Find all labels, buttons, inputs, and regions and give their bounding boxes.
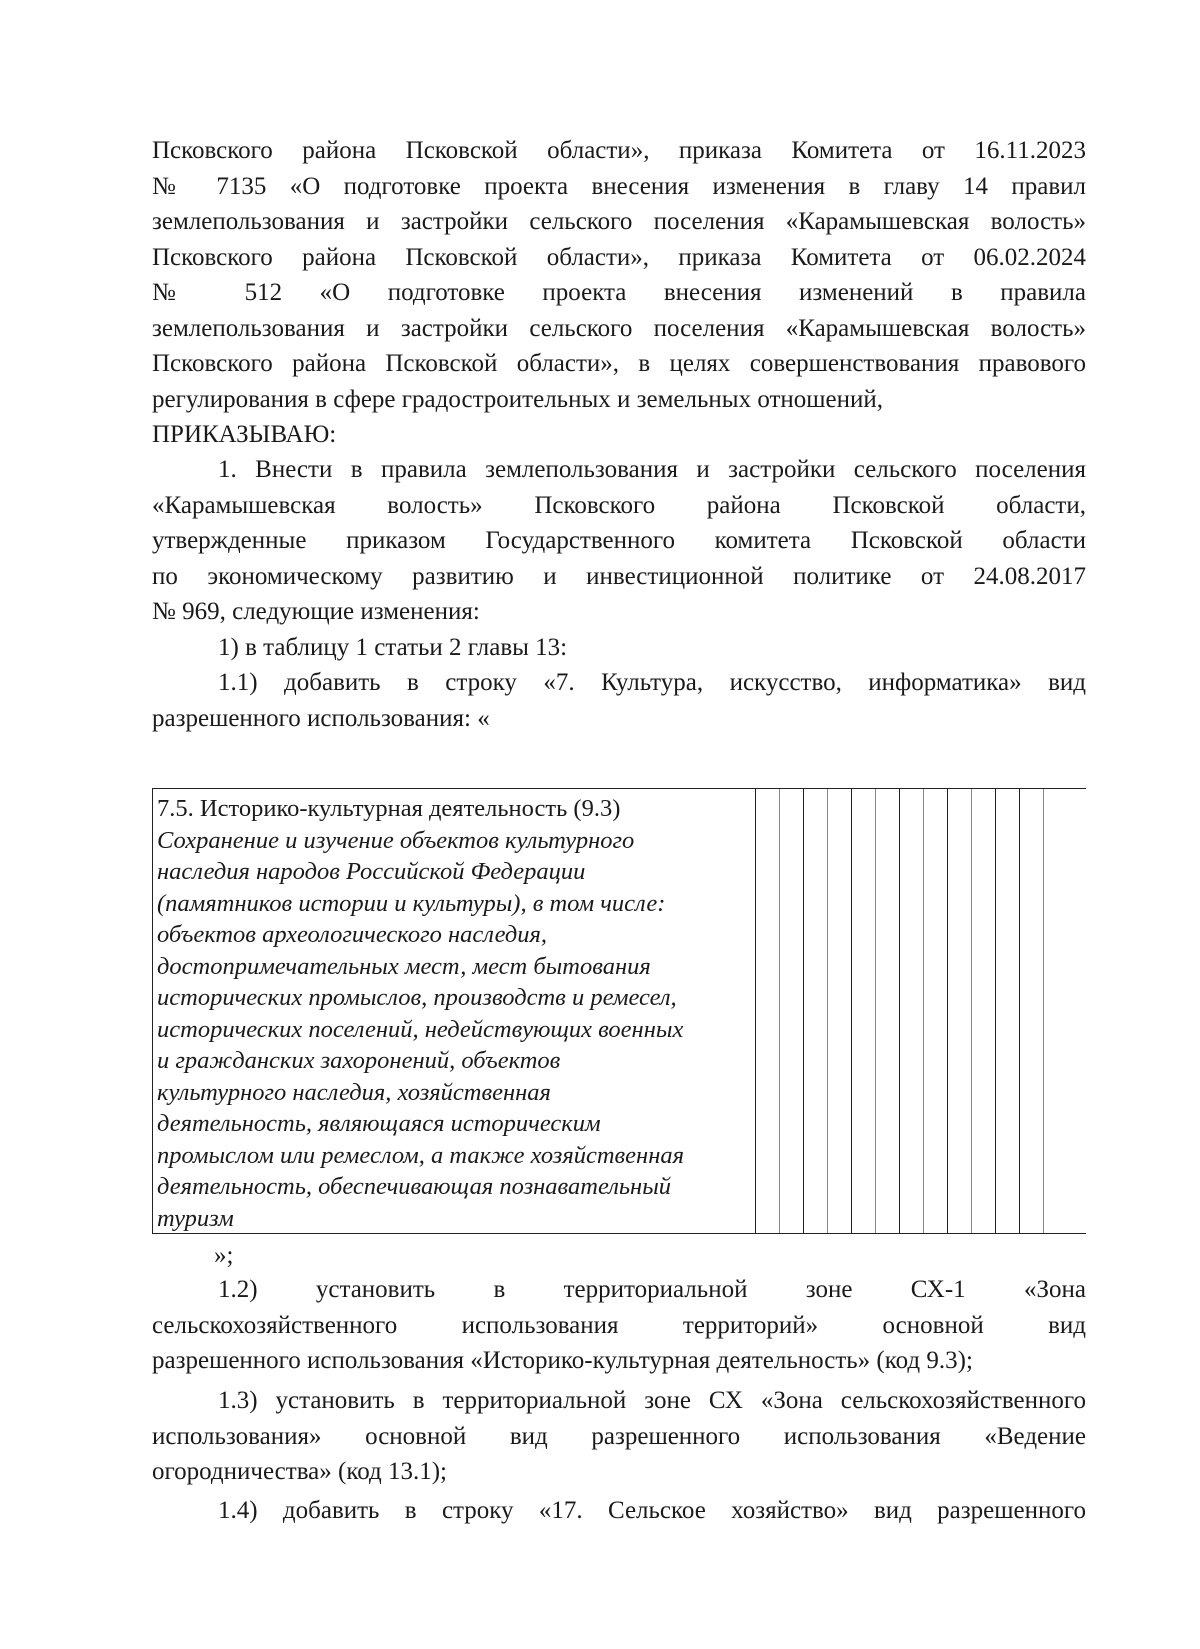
item-1-2 [152,1272,1086,1379]
table-text-line: объектов археологического наследия, [157,921,548,948]
text-line: землепользования и застройки сельского поселения «Карамышевская волость» [152,208,1086,235]
item-1-3 [152,1383,1086,1490]
text-line: утвержденные приказом Государственного комитета Псковской области [152,527,1086,554]
table-text-line: (памятников истории и культуры), в том числе: [157,889,666,917]
text-line: разрешенного использования: « [152,704,490,732]
table-text-line: деятельность, обеспечивающая познавательный [157,1173,672,1200]
text-line: 1.4) добавить в строку «17. Сельское хозяйство» вид разрешенного [218,1497,1086,1524]
text-line: «Карамышевская волость» Псковского района Псковской области, [152,491,1086,519]
order-word: ПРИКАЗЫВАЮ: [152,421,337,448]
item-1 [152,452,1086,736]
table-column-divider [803,789,804,1233]
table-description-cell [157,793,757,1234]
table-text-line: туризм [157,1204,234,1232]
text-line: 1.3) установить в территориальной зоне СХ «Зона сельскохозяйственного [218,1387,1086,1414]
table-column-divider [899,789,900,1233]
text-line: 1. Внести в правила землепользования и застройки сельского поселения [218,456,1086,483]
table-text-line: культурного наследия, хозяйственная [157,1078,551,1106]
item-1-4 [152,1493,1086,1529]
table-text-line: достопримечательных мест, мест бытования [157,952,651,980]
table-column-divider [755,789,756,1233]
table-text-line: исторических поселений, недействующих военных [157,1015,684,1043]
table-column-divider [923,789,924,1233]
table-column-divider [971,789,972,1233]
paragraph-intro [152,133,1086,453]
table-text-line: промыслом или ремеслом, а также хозяйственная [157,1141,685,1169]
text-line: огородничества» (код 13.1); [152,1458,447,1485]
table-column-divider [779,789,780,1233]
table-column-divider [827,789,828,1233]
table-text-line: и гражданских захоронений, объектов [157,1047,561,1074]
text-line: разрешенного использования «Историко-культурная деятельность» (код 9.3); [152,1347,973,1374]
text-line: сельскохозяйственного использования территорий» основной вид [152,1311,1086,1339]
table-column-divider [1043,789,1044,1233]
table-text-line: наследия народов Российской Федерации [157,858,586,885]
text-line: № 969, следующие изменения: [152,598,480,625]
text-line: № 512 «О подготовке проекта внесения изменений в правила [152,279,1086,306]
text-line: Псковского района Псковской области», в целях совершенствования правового [152,350,1086,377]
table-text-line: деятельность, являющаяся историческим [157,1110,601,1137]
table-column-divider [875,789,876,1233]
table-row-head: 7.5. Историко-культурная деятельность (9.3) [157,795,621,822]
text-line: использования» основной вид разрешенного использования «Ведение [152,1422,1086,1450]
text-line: Псковского района Псковской области», приказа Комитета от 16.11.2023 [152,137,1086,164]
table-closing-quote: »; [214,1242,234,1269]
text-line: 1.2) установить в территориальной зоне СХ-1 «Зона [218,1276,1086,1303]
text-line: землепользования и застройки сельского поселения «Карамышевская волость» [152,314,1086,342]
table-column-divider [947,789,948,1233]
text-line: Псковского района Псковской области», приказа Комитета от 06.02.2024 [152,243,1086,271]
table-text-line: исторических промыслов, производств и ремесел, [157,984,677,1011]
text-line: 1.1) добавить в строку «7. Культура, искусство, информатика» вид [218,669,1086,696]
table-text-line: Сохранение и изучение объектов культурного [157,826,635,854]
table-column-divider [995,789,996,1233]
text-line: по экономическому развитию и инвестиционной политике от 24.08.2017 [152,562,1086,590]
table-column-divider [851,789,852,1233]
item-1-1: 1) в таблицу 1 статьи 2 главы 13: [218,633,568,661]
table-column-divider [1019,789,1020,1233]
land-use-table [152,788,1086,1234]
text-line: регулирования в сфере градостроительных и земельных отношений, [152,385,884,413]
text-line: № 7135 «О подготовке проекта внесения изменения в главу 14 правил [152,172,1086,200]
